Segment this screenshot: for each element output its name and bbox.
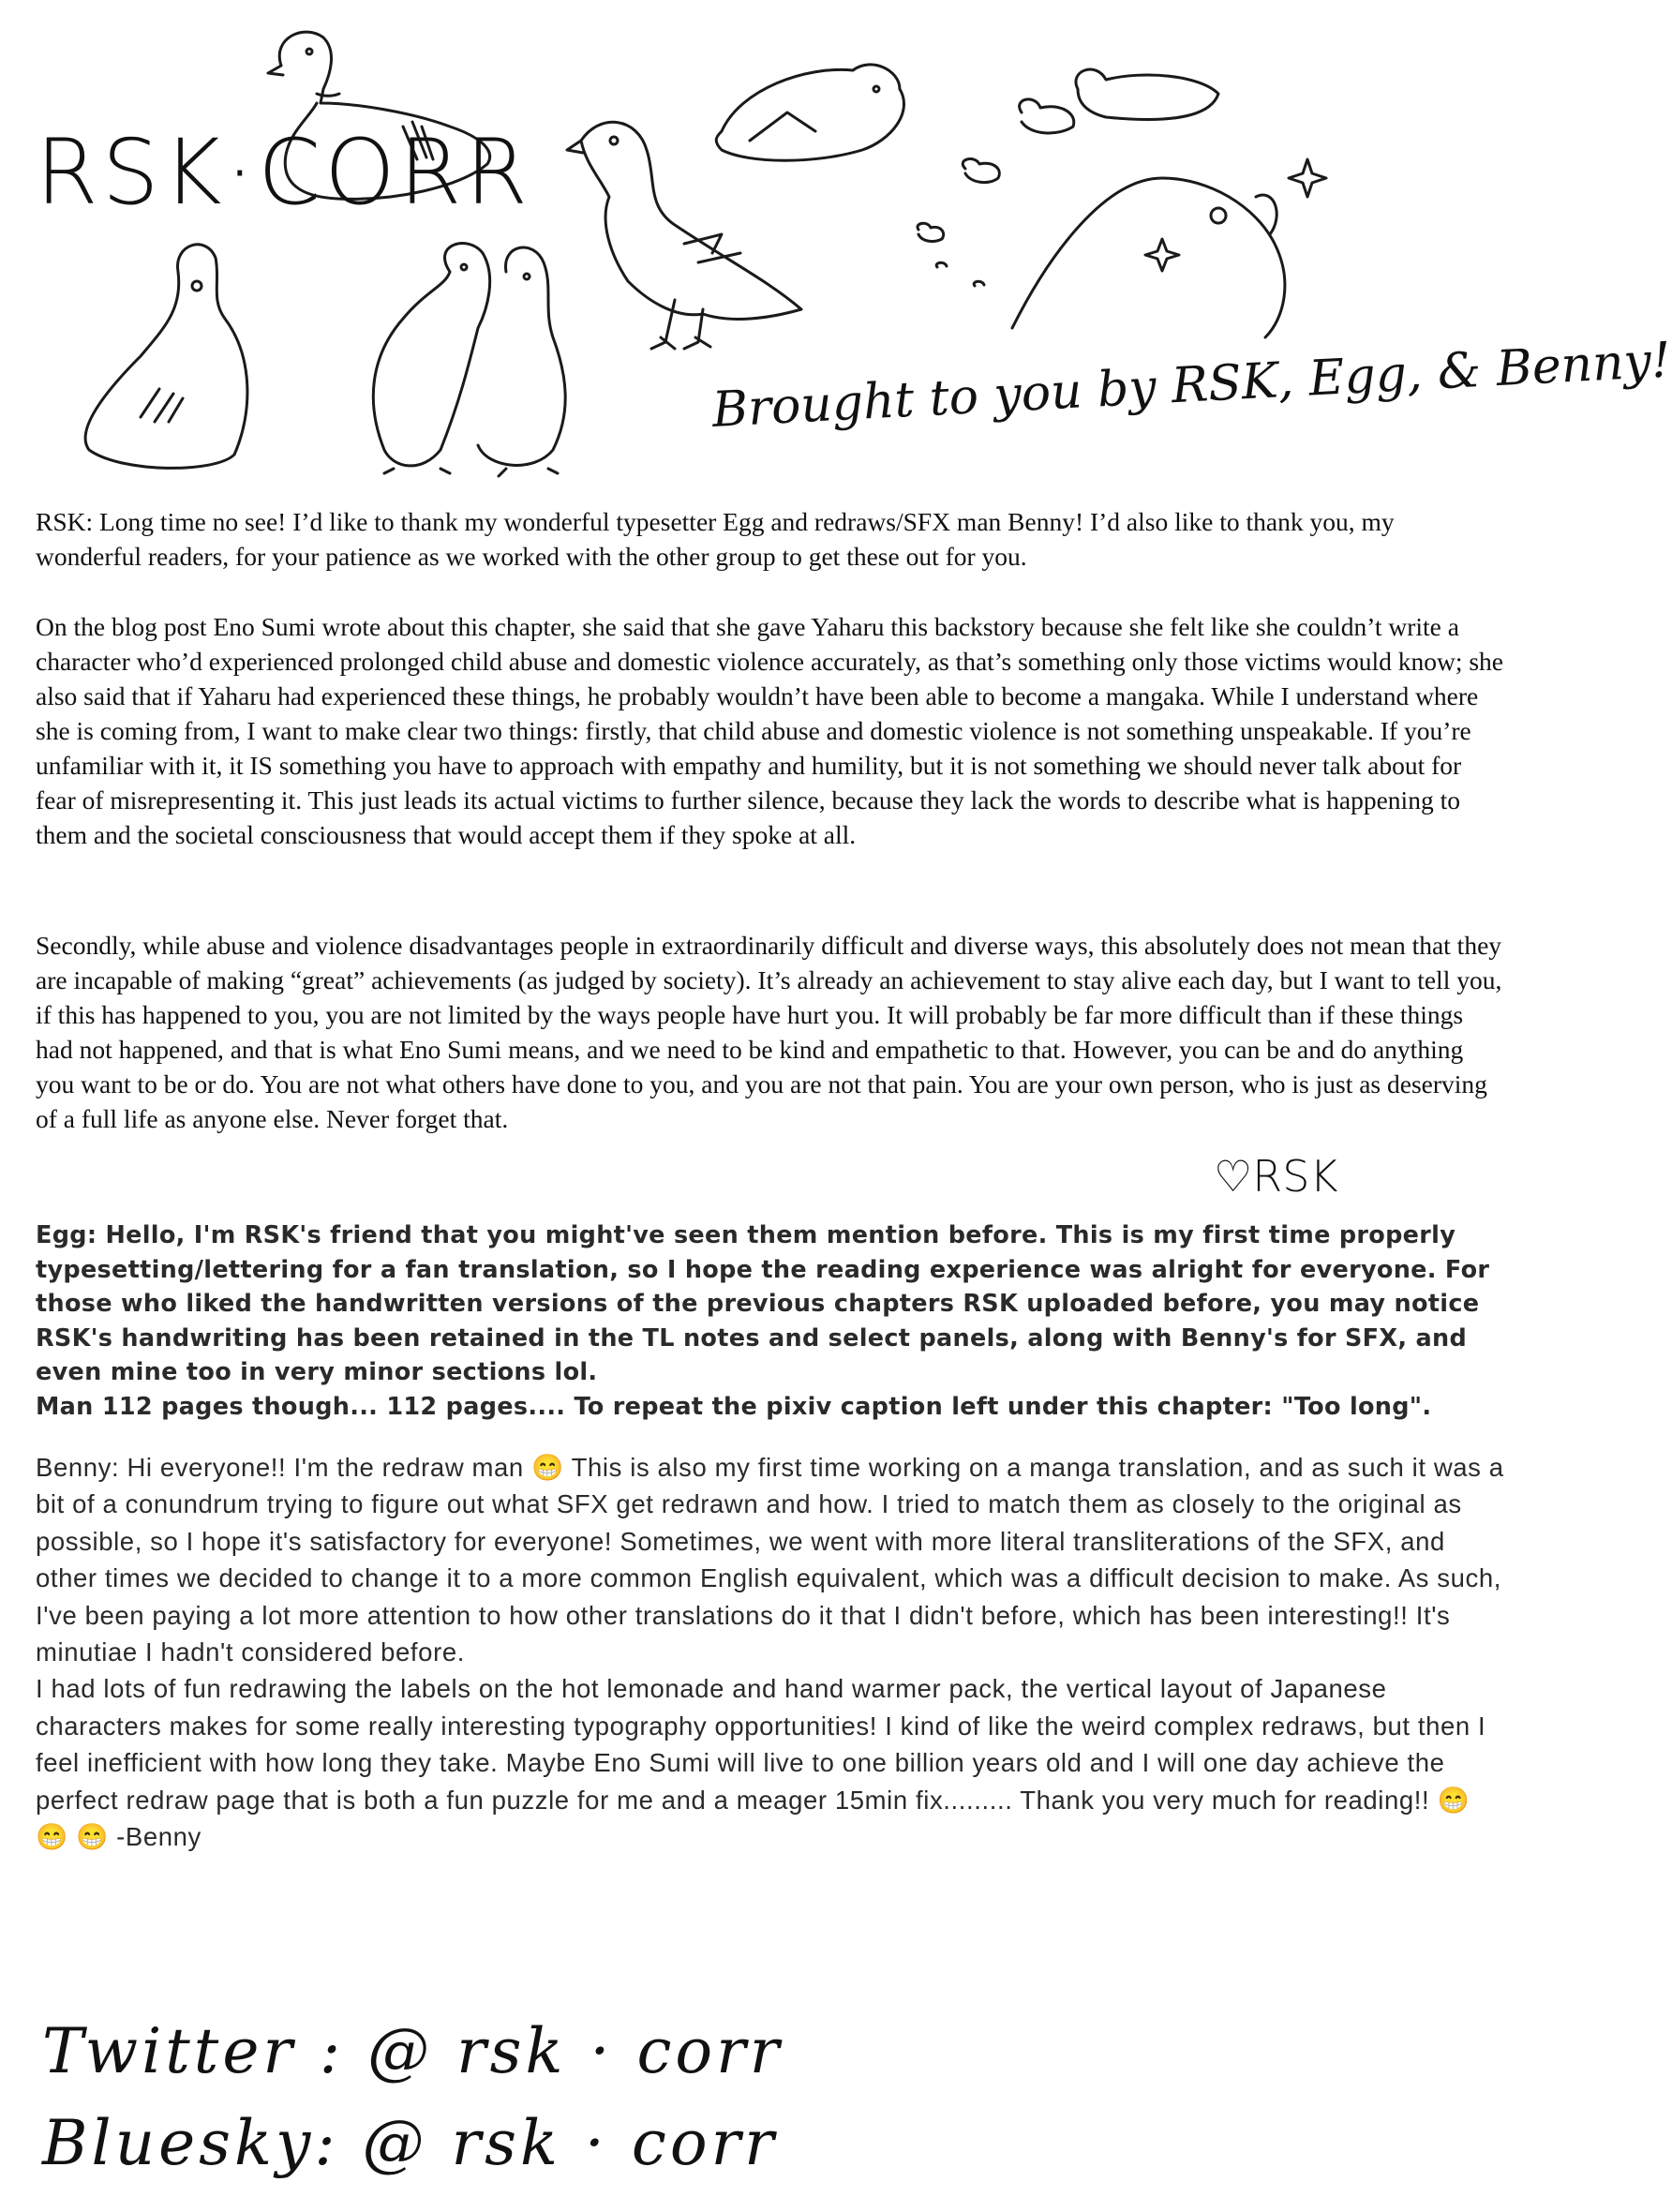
twitter-handle: Twitter : @ rsk · corr xyxy=(42,2015,784,2087)
pigeon-sketch-icon xyxy=(567,122,801,349)
bluesky-handle: Bluesky: @ rsk · corr xyxy=(42,2107,778,2179)
credit-line: Brought to you by RSK, Egg, & Benny! xyxy=(710,332,1672,439)
rsk-signature: ♡RSK xyxy=(1214,1151,1338,1202)
sparkle-icon xyxy=(1145,159,1326,271)
egg-note: Egg: Hello, I'm RSK's friend that you might've seen them mention before. This is my first time properly typesetting/lettering for a fan translation, so I hope the reading experience was alright for everyone. For those who liked the handwritten versions of the previous chapters RSK uploaded before, you may notice RSK's handwriting has been retained in the TL notes and select panels, along with Benny's for SFX, and even mine too in very minor sections lol. Man 112 pages though... 112 pages.... To repeat the pixiv caption left under this chapter: "Too long". xyxy=(36,1221,1490,1421)
pigeon-sketch-icon xyxy=(1012,178,1285,337)
benny-note: Benny: Hi everyone!! I'm the redraw man 😁 This is also my first time working on a manga translation, and as such it was a bit of a conundrum trying to figure out what SFX get redrawn and how. I tried to match them as closely to the original as possible, so I hope it's satisfactory for everyone! Sometimes, we went with more literal transliterations of the SFX, and other times we decided to change it to a more common English equivalent, which was a difficult decision to make. As such, I've been paying a lot more attention to how other translations do it that I didn't before, which has been interesting!! It's minutiae I hadn't considered before. I had lots of fun redrawing the labels on the hot lemonade and hand warmer pack, the vertical layout of Japanese characters makes for some really interesting typography opportunities! I kind of like the weird complex redraws, but then I feel inefficient with how long they take. Maybe Eno Sumi will live to one billion years old and I will one day achieve the perfect redraw page that is both a fun puzzle for me and a meager 15min fix......... Thank you very much for reading!! 😁 😁 😁 -Benny xyxy=(36,1453,1504,1852)
rsk-note-paragraph: On the blog post Eno Sumi wrote about this chapter, she said that she gave Yaharu this backstory because she felt like she couldn’t write a character who’d experienced prolonged child abuse and domestic violence accurately, as that’s something only those victims would know; she also said that if Yaharu had experienced these things, he probably wouldn’t have been able to become a mangaka. While I understand where she is coming from, I want to make clear two things: firstly, that child abuse and domestic violence is not something unspeakable. If you’re unfamiliar with it, it IS something you have to approach with empathy and humility, but it is not something we should never talk about for fear of misrepresenting it. This just leads its actual victims to further silence, because they lack the words to describe what is happening to them and the societal consciousness that would accept them if they spoke at all. xyxy=(36,612,1504,849)
rsk-note-paragraph: RSK: Long time no see! I’d like to thank my wonderful typesetter Egg and redraws/SFX man Benny! I’d also like to thank you, my wonderful readers, for your patience as we worked with the other group to get these out for you. xyxy=(36,507,1395,571)
rsk-note-paragraph: Secondly, while abuse and violence disadvantages people in extraordinarily difficult and diverse ways, this absolutely does not mean that they are incapable of making “great” achievements (as judged by society). It’s already an achievement to stay alive each day, but I want to tell you, if this has happened to you, you are not limited by the ways people have hurt you. It will probably be far more difficult than if these things had not happened, and that is what Eno Sumi means, and we need to be kind and empathetic to that. However, you can be and do anything you want to be or do. You are not what others have done to you, and you are not that pain. You are your own person, who is just as deserving of a full life as anyone else. Never forget that. xyxy=(36,931,1502,1133)
brand-logo: RSK·CORR xyxy=(36,120,532,225)
pigeon-pair-sketch-icon xyxy=(373,244,565,476)
pigeon-sketch-icon xyxy=(85,245,247,469)
pigeon-sketch-icon xyxy=(716,65,903,160)
